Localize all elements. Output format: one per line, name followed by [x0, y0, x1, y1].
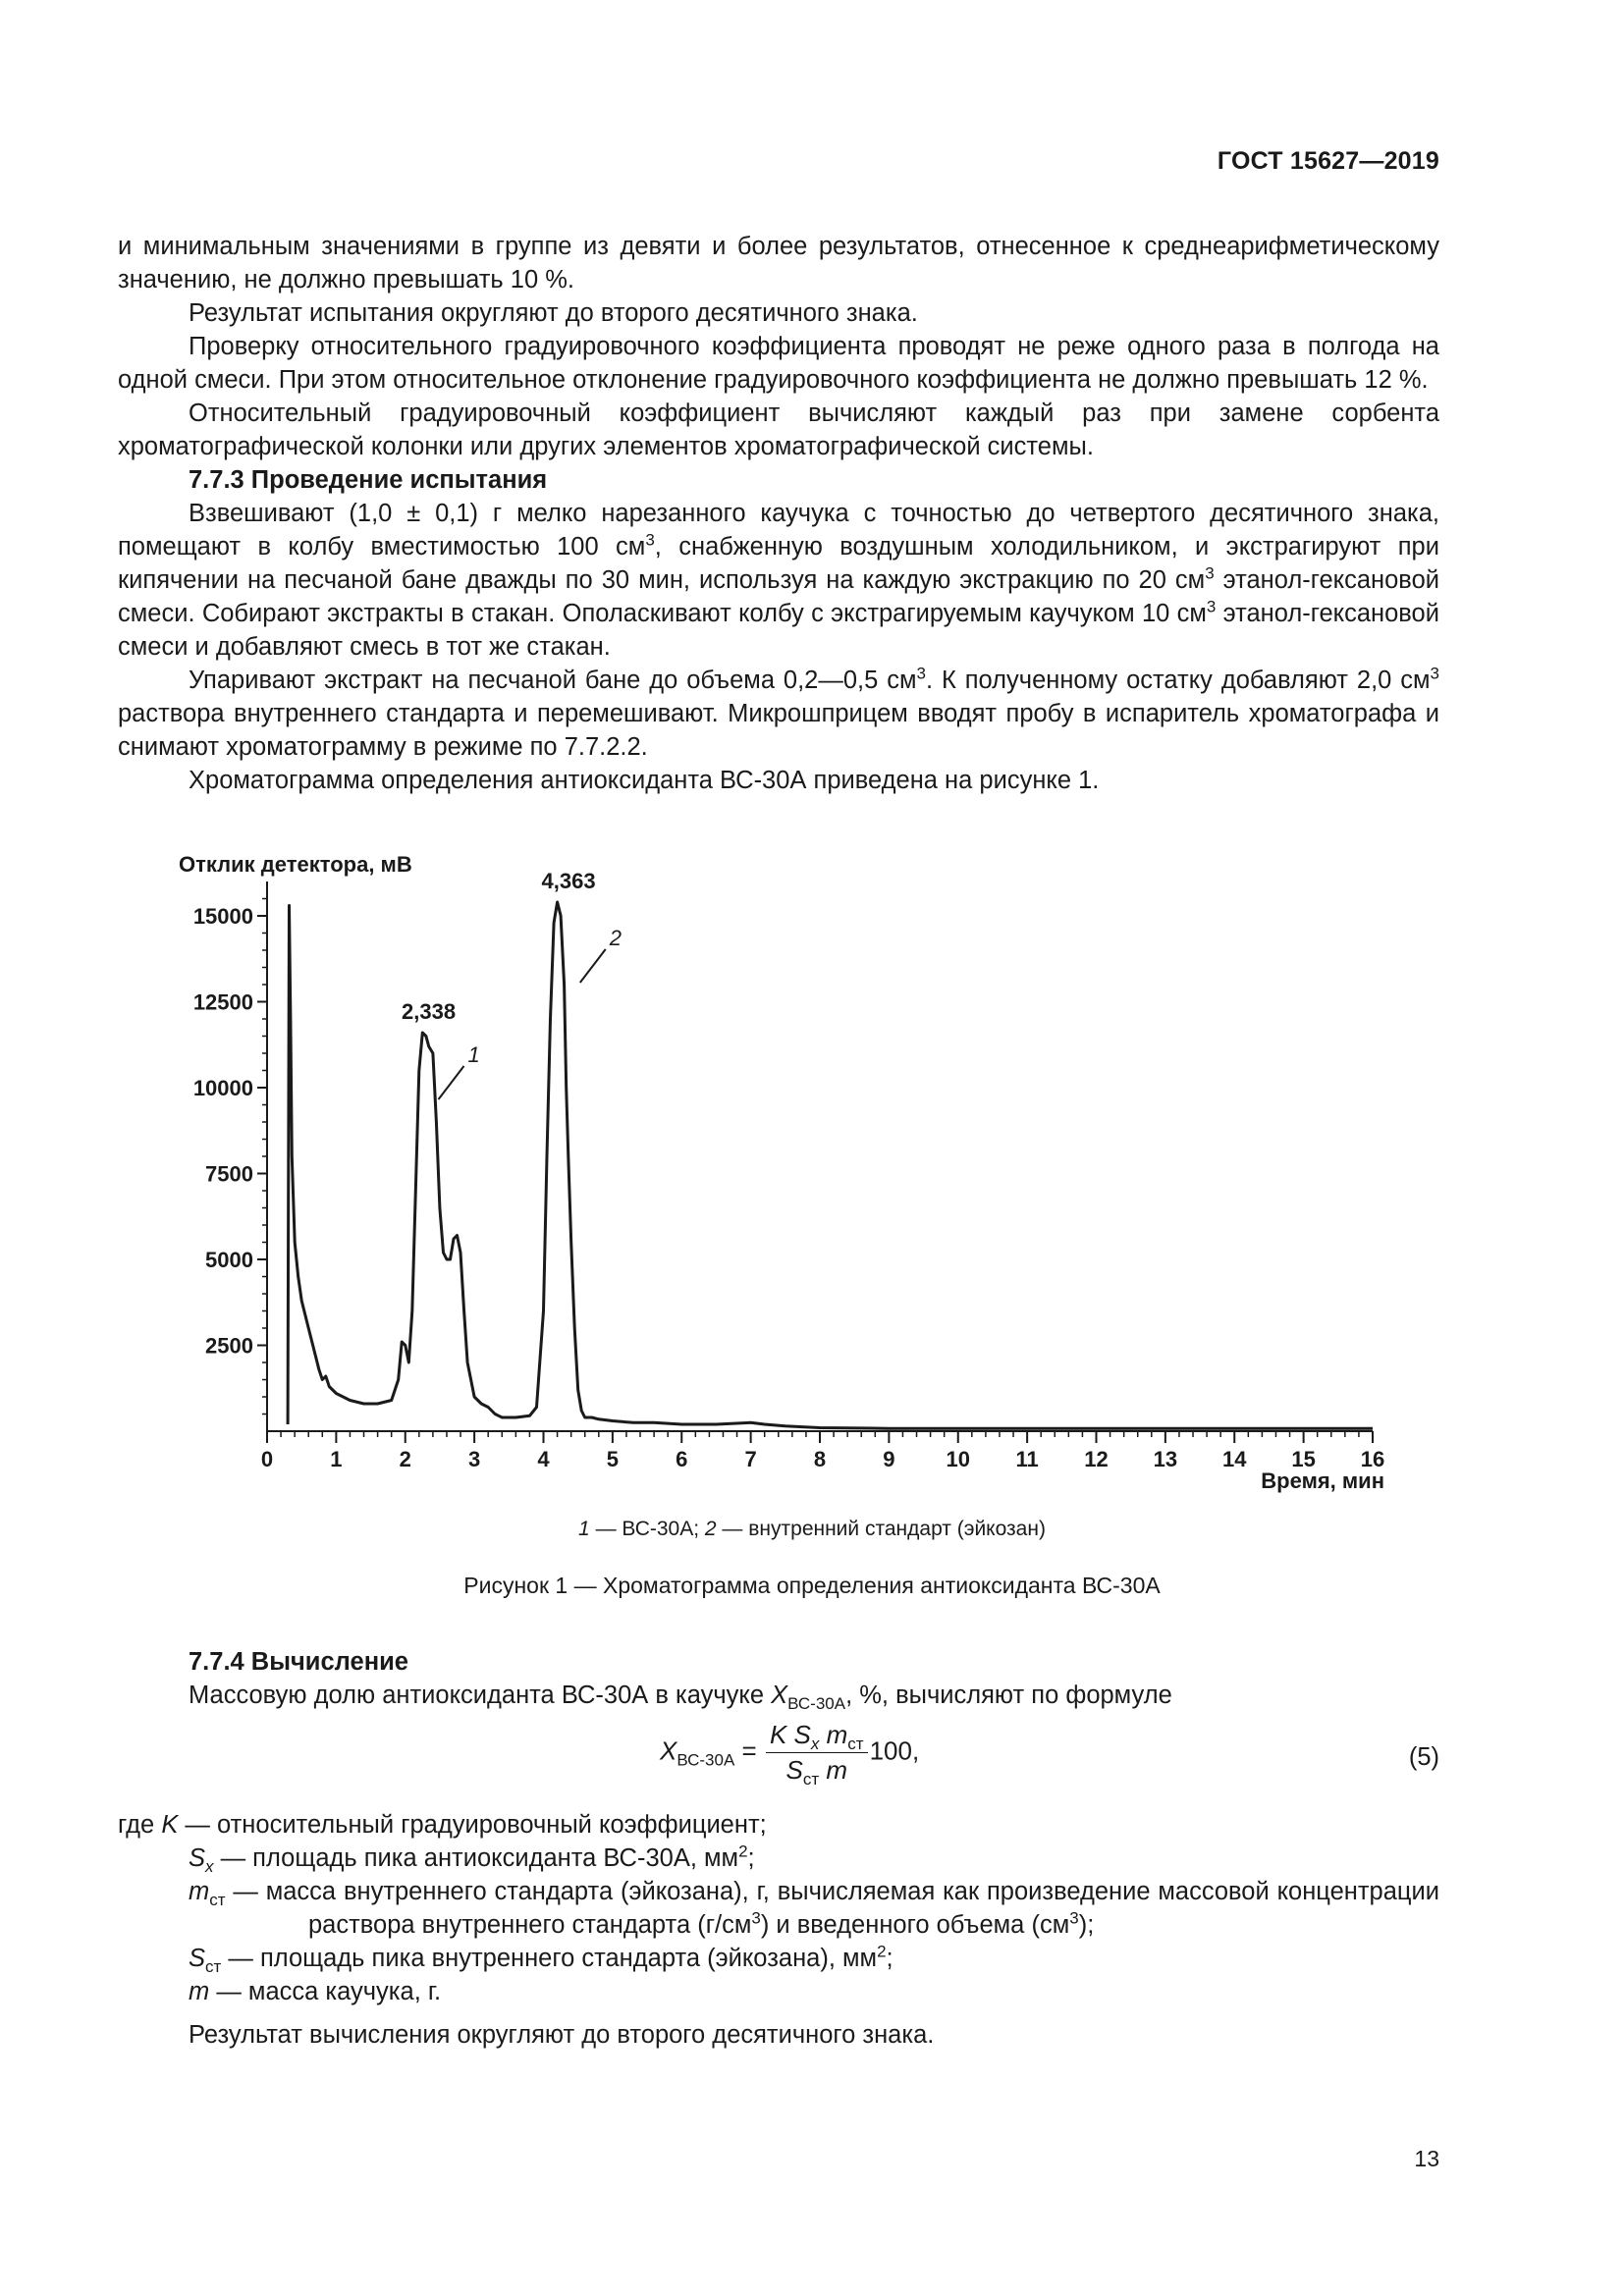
peak-number: 2 [609, 926, 623, 950]
definition-mst: $m_{ст}$ — масса внутреннего стандарта (эйкозана), г, вычисляемая как произведение массовой концентрации раствора внутреннего стандарта $(г/см^3)$ и введенного объема $(см^3)$; [189, 1878, 1439, 1939]
page-number: 13 [1414, 2146, 1439, 2171]
definition-m: m — масса каучука, г. [189, 1978, 442, 2005]
x-tick-label: 16 [1360, 1447, 1385, 1471]
definition-K: где K — относительный градуировочный коэффициент; [118, 1811, 767, 1839]
chromatogram-trace [288, 902, 1373, 1428]
peak-label: 4,363 [541, 869, 596, 893]
y-tick-label: 7500 [205, 1161, 253, 1187]
x-ticks [261, 1431, 1384, 1471]
paragraph-rounding: Результат испытания округляют до второго десятичного знака. [189, 299, 918, 327]
peak-label: 2,338 [402, 999, 457, 1024]
x-axis-label: Время, мин [1261, 1468, 1384, 1493]
y-tick-label: 10000 [192, 1076, 253, 1100]
formula-5: $X_{ВС-30А}$ = $\frac{K S_x m_{ст}}{S_{ст} m}$ 100, [660, 1720, 920, 1789]
y-tick-label: 5000 [205, 1248, 253, 1272]
paragraph-evaporation: Упаривают экстракт на песчаной бане до объема 0,2—0,5 $см^3$. К полученному остатку добавляют 2,0 $см^3$ раствора внутреннего стандарта и перемешивают. Микрошприцем вводят пробу в испаритель хроматографа и снимают хроматограмму в режиме по 7.7.2.2. [118, 664, 1439, 761]
definition-Sst: $S_{ст}$ — площадь пика внутреннего стандарта (эйкозана), $мм^2$; [189, 1942, 893, 1977]
y-ticks [193, 899, 267, 1415]
x-tick-label: 4 [537, 1447, 550, 1471]
y-tick-label: 15000 [192, 904, 253, 929]
x-tick-label: 1 [330, 1447, 343, 1471]
result-rounding: Результат вычисления округляют до второго десятичного знака. [189, 2021, 935, 2049]
x-tick-label: 11 [1015, 1447, 1039, 1471]
paragraph-coefficient: Относительный градуировочный коэффициент вычисляют каждый раз при замене сорбента хроматографической колонки или других элементов хроматографической системы. [118, 400, 1439, 460]
formula-intro: Массовую долю антиоксиданта ВС-30А в каучуке $X_{ВС-30А}$, %, вычисляют по формуле [189, 1682, 1172, 1714]
x-tick-label: 10 [946, 1447, 970, 1471]
paragraph-figure-ref: Хроматограмма определения антиоксиданта ВС-30А приведена на рисунке 1. [189, 767, 1100, 794]
figure-caption: Рисунок 1 — Хроматограмма определения антиоксиданта ВС-30А [463, 1573, 1161, 1598]
x-tick-label: 5 [606, 1447, 619, 1471]
paragraph-weighing: Взвешивают (1,0 ± 0,1) г мелко нарезанного каучука с точностью до четвертого десятичного знака, помещают в колбу вместимостью 100 $см^3$, снабженную воздушным холодильником, и экстрагируют при кипячении на песчаной бане дважды по 30 мин, используя на каждую экстракцию по 20 $см^3$ этанол-гексановой смеси. Собирают экстракты в стакан. Ополаскивают колбу с экстрагируемым каучуком 10 $см^3$ этанол-гексановой смеси и добавляют смесь в тот же стакан. [118, 500, 1439, 661]
paragraph-verification: Проверку относительного градуировочного коэффициента проводят не реже одного раза в полгода на одной смеси. При этом относительное отклонение градуировочного коэффициента не должно превышать 12 %. [118, 333, 1439, 394]
x-tick-label: 0 [260, 1447, 274, 1471]
x-tick-label: 8 [813, 1447, 827, 1471]
x-tick-label: 14 [1222, 1447, 1247, 1471]
paragraph-continued: и минимальным значениями в группе из девяти и более результатов, отнесенное к среднеарифметическому значению, не должно превышать 10 %. [118, 233, 1439, 294]
peak-pointer [580, 949, 606, 983]
calculation-section [118, 1645, 1439, 1712]
section-heading-7-7-4: 7.7.4 Вычисление [189, 1648, 408, 1676]
x-tick-label: 2 [399, 1447, 411, 1471]
y-tick-label: 12500 [192, 989, 253, 1015]
x-tick-label: 15 [1291, 1447, 1316, 1471]
definition-Sx: $S_x$ — площадь пика антиоксиданта ВС-30А, $мм^2$; [189, 1842, 755, 1877]
standard-code: ГОСТ 15627—2019 [1217, 147, 1439, 175]
x-tick-label: 12 [1084, 1447, 1109, 1471]
x-tick-label: 7 [744, 1447, 757, 1471]
section-heading-7-7-3: 7.7.3 Проведение испытания [189, 466, 548, 494]
chromatogram-chart [157, 842, 1394, 1510]
formula-definitions [118, 1808, 1439, 2052]
body-text [118, 230, 1439, 797]
formula-number: (5) [1408, 1743, 1439, 1771]
x-tick-label: 13 [1153, 1447, 1178, 1471]
peak-number: 1 [467, 1042, 480, 1067]
y-axis-label: Отклик детектора, мВ [179, 852, 412, 877]
x-tick-label: 6 [676, 1447, 688, 1471]
x-tick-label: 9 [883, 1447, 895, 1471]
figure-legend: 1 — ВС-30А; 2 — внутренний стандарт (эйкозан) [578, 1518, 1046, 1540]
x-tick-label: 3 [468, 1447, 481, 1471]
formula-fraction: $\frac{K S_x m_{ст}}{S_{ст} m}$ [766, 1720, 868, 1786]
peak-pointer [438, 1066, 463, 1099]
y-tick-label: 2500 [205, 1333, 253, 1359]
